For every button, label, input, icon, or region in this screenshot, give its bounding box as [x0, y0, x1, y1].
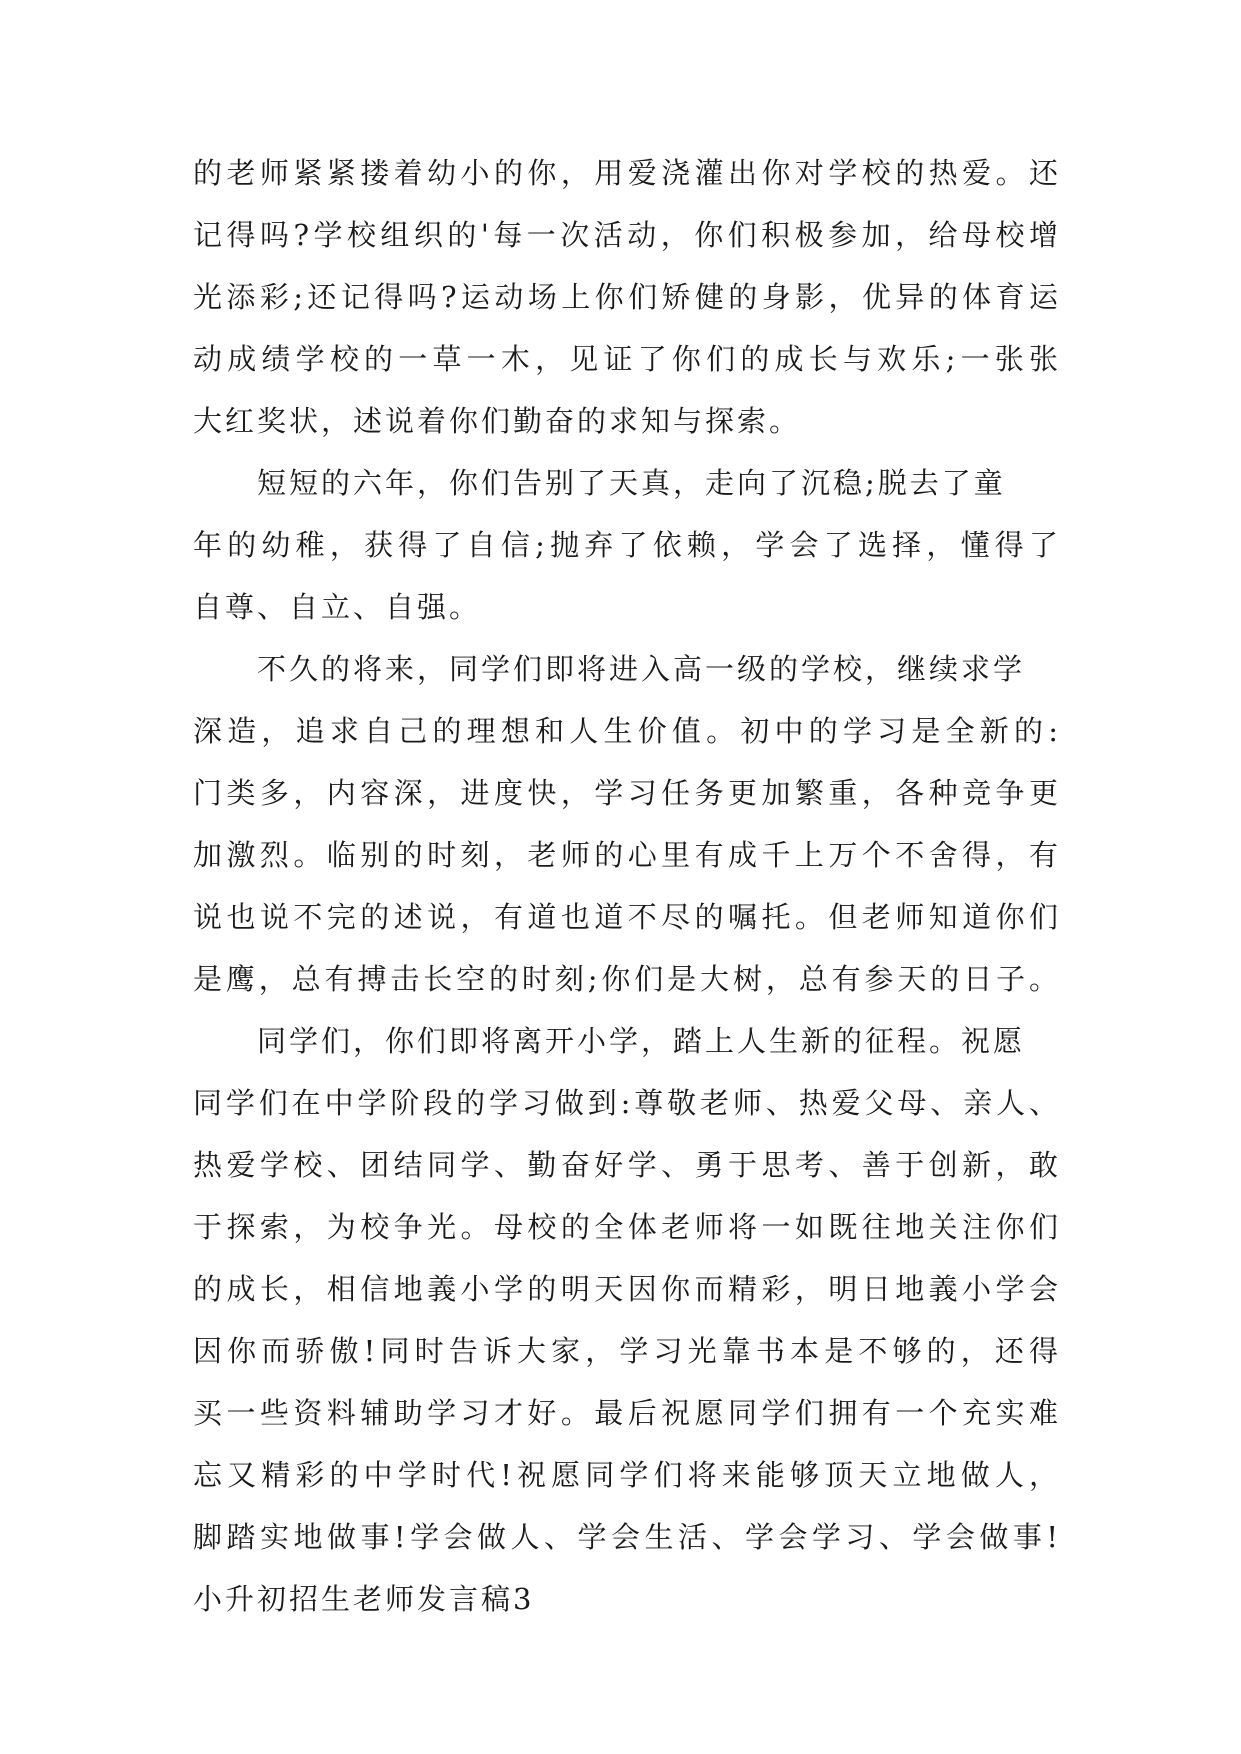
- text-line: 的成长，相信地義小学的明天因你而精彩，明日地義小学会: [193, 1272, 1061, 1306]
- text-line: 的老师紧紧搂着幼小的你，用爱浇灌出你对学校的热爱。还: [193, 156, 1061, 190]
- text-line: 动成绩学校的一草一木，见证了你们的成长与欢乐;一张张: [193, 342, 1061, 376]
- text-line: 买一些资料辅助学习才好。最后祝愿同学们拥有一个充实难: [193, 1396, 1061, 1430]
- text-line: 记得吗?学校组织的'每一次活动，你们积极参加，给母校增: [193, 218, 1061, 252]
- text-line: 因你而骄傲!同时告诉大家，学习光靠书本是不够的，还得: [193, 1334, 1061, 1368]
- text-line: 忘又精彩的中学时代!祝愿同学们将来能够顶天立地做人，: [193, 1458, 1061, 1492]
- text-line: 于探索，为校争光。母校的全体老师将一如既往地关注你们: [193, 1210, 1061, 1244]
- text-line: 光添彩;还记得吗?运动场上你们矫健的身影，优异的体育运: [193, 280, 1061, 314]
- paragraph-first-line: 不久的将来，同学们即将进入高一级的学校，继续求学: [257, 652, 1026, 686]
- section-heading: 小升初招生老师发言稿3: [193, 1582, 535, 1616]
- text-line: 门类多，内容深，进度快，学习任务更加繁重，各种竞争更: [193, 776, 1061, 810]
- text-line: 年的幼稚，获得了自信;抛弃了依赖，学会了选择，懂得了: [193, 528, 1061, 562]
- text-line: 同学们在中学阶段的学习做到:尊敬老师、热爱父母、亲人、: [193, 1086, 1061, 1120]
- text-line: 脚踏实地做事!学会做人、学会生活、学会学习、学会做事!: [193, 1520, 1061, 1554]
- paragraph-first-line: 短短的六年，你们告别了天真，走向了沉稳;脱去了童: [257, 466, 1006, 500]
- text-line: 自尊、自立、自强。: [193, 590, 482, 624]
- text-line: 热爱学校、团结同学、勤奋好学、勇于思考、善于创新，敢: [193, 1148, 1061, 1182]
- text-line: 是鹰，总有搏击长空的时刻;你们是大树，总有参天的日子。: [193, 962, 1061, 996]
- text-line: 加激烈。临别的时刻，老师的心里有成千上万个不舍得，有: [193, 838, 1061, 872]
- paragraph-first-line: 同学们，你们即将离开小学，踏上人生新的征程。祝愿: [257, 1024, 1026, 1058]
- document-body: [193, 142, 1061, 1630]
- text-line: 深造，追求自己的理想和人生价值。初中的学习是全新的:: [193, 714, 1061, 748]
- text-line: 说也说不完的述说，有道也道不尽的嘱托。但老师知道你们: [193, 900, 1061, 934]
- text-line: 大红奖状，述说着你们勤奋的求知与探索。: [193, 404, 802, 438]
